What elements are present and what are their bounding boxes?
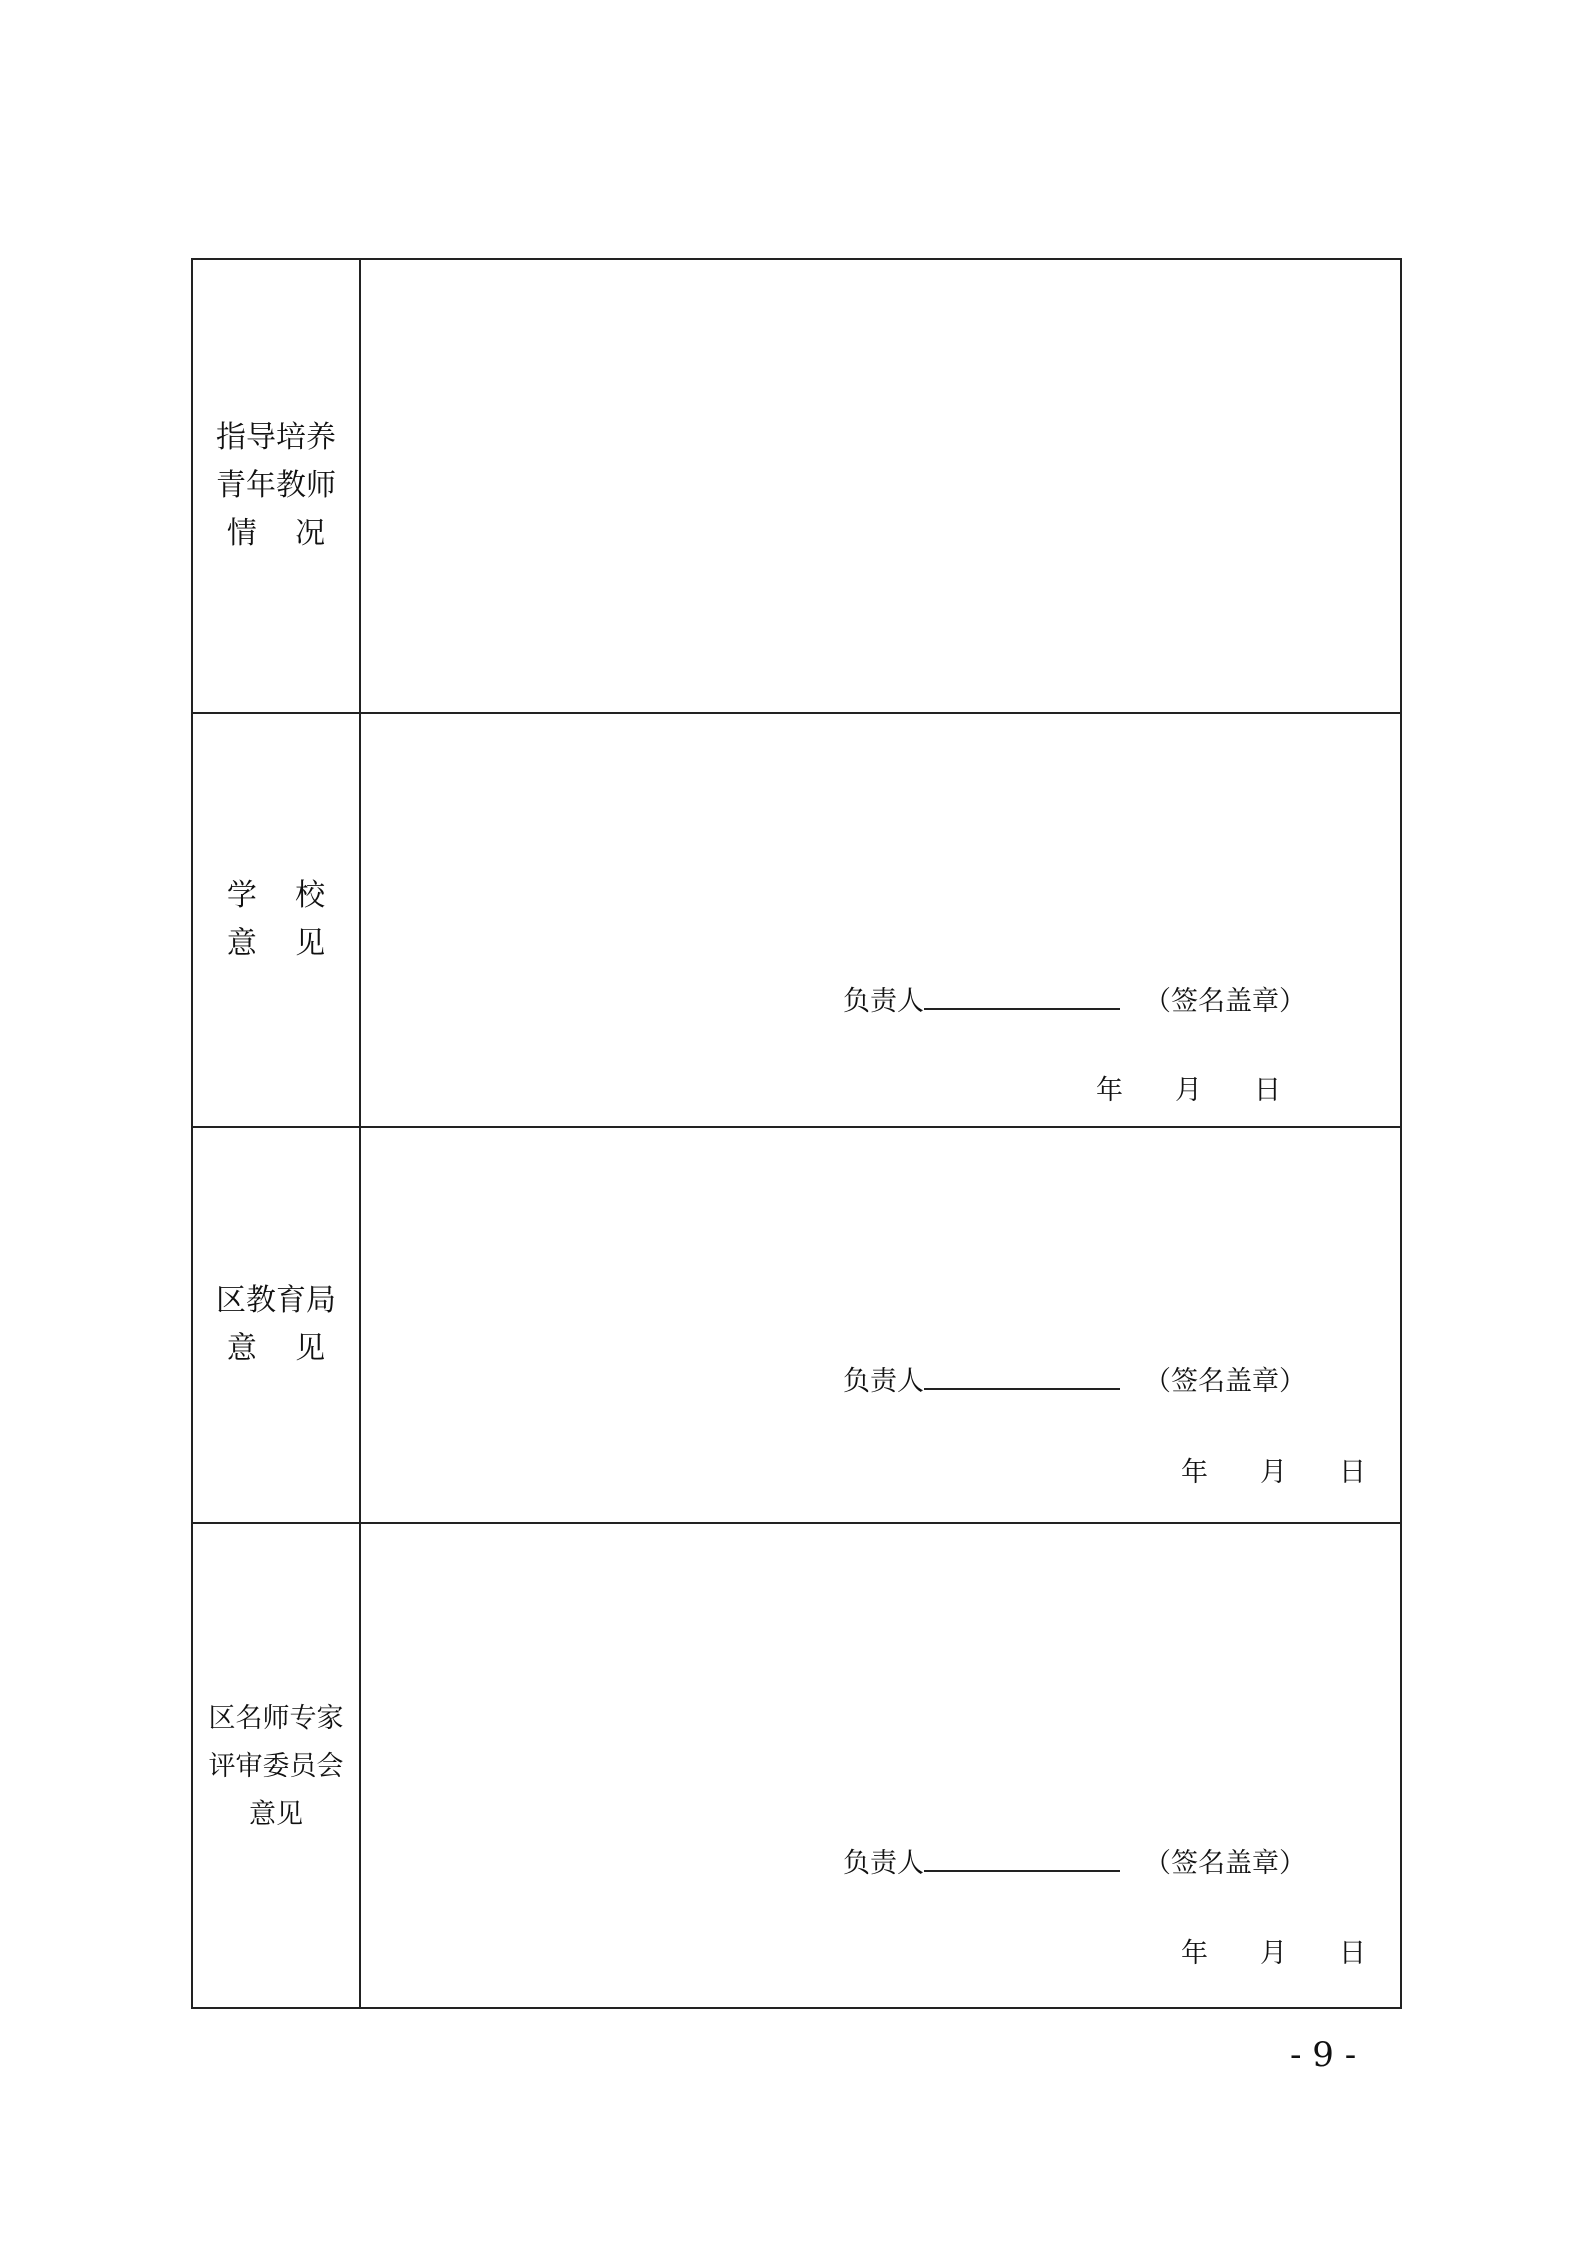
school-opinion-field[interactable] xyxy=(361,714,1400,1126)
row-label-cell xyxy=(193,1128,361,1522)
row-mentoring-young-teachers xyxy=(193,260,1400,712)
row-label: 区教育局 意 见 xyxy=(216,1283,336,1366)
row-expert-committee-opinion xyxy=(193,1522,1400,2009)
signature-blank[interactable] xyxy=(924,1358,1120,1390)
signature-line: 负责人 （签名盖章） xyxy=(843,1358,1306,1398)
date-line: 年 月 日 xyxy=(1181,1457,1366,1488)
signature-blank[interactable] xyxy=(924,978,1120,1010)
row-label-cell xyxy=(193,714,361,1126)
date-line: 年 月 日 xyxy=(1096,1075,1281,1106)
row-label: 指导培养 青年教师 情 况 xyxy=(216,420,336,551)
row-label: 学 校 意 见 xyxy=(226,878,326,961)
row-district-education-bureau-opinion xyxy=(193,1126,1400,1522)
evaluation-form-table xyxy=(191,258,1402,2009)
expert-committee-opinion-field[interactable] xyxy=(361,1524,1400,2009)
row-label: 区名师专家 评审委员会 意见 xyxy=(208,1702,344,1830)
row-label-cell xyxy=(193,260,361,712)
signature-line: 负责人 （签名盖章） xyxy=(843,1840,1306,1880)
date-line: 年 月 日 xyxy=(1181,1938,1366,1969)
row-label-cell xyxy=(193,1524,361,2009)
district-bureau-opinion-field[interactable] xyxy=(361,1128,1400,1522)
page-number: - 9 - xyxy=(1290,2035,1357,2075)
mentoring-content-field[interactable] xyxy=(361,260,1400,712)
row-school-opinion xyxy=(193,712,1400,1126)
signature-blank[interactable] xyxy=(924,1840,1120,1872)
signature-line: 负责人 （签名盖章） xyxy=(843,978,1306,1018)
